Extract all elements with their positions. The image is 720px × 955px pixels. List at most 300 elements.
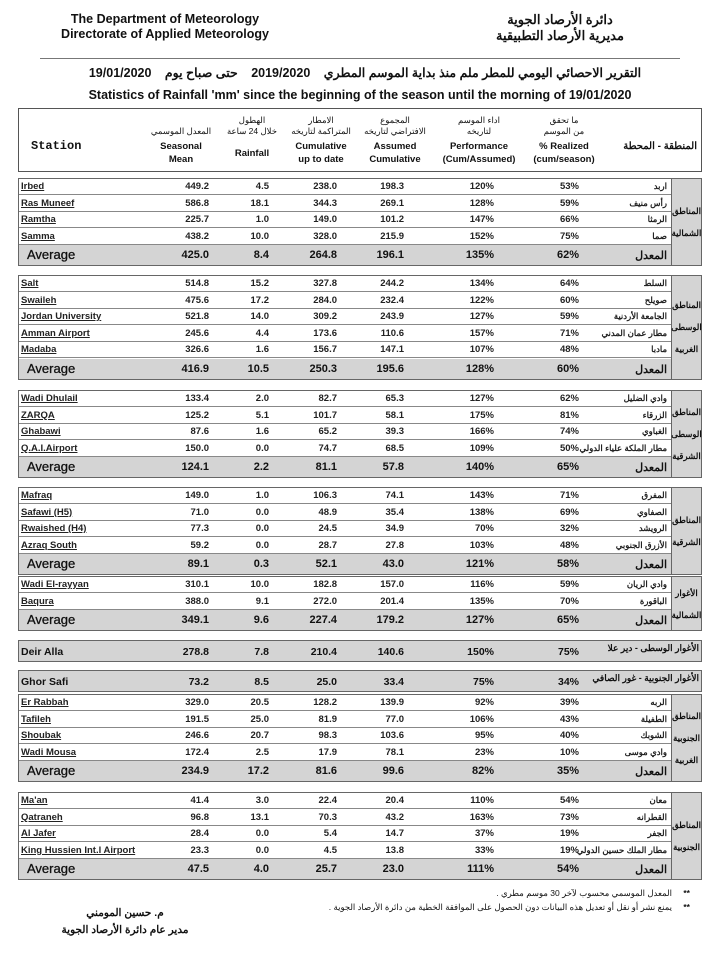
cell-real: 71% (559, 327, 579, 339)
average-real: 54% (556, 863, 579, 875)
region-label-line: الشمالية (671, 609, 702, 620)
cell-real: 10% (559, 746, 579, 758)
average-perf: 127% (465, 614, 494, 626)
station-name-ar: القطرانه (636, 811, 667, 822)
average-label: Average (27, 556, 76, 571)
footnote-copyright: ** يمنع نشر أو نقل أو تعديل هذه البيانات دون الحصول على الموافقة الخطية من دائرة الأرصاد الجوية . (290, 900, 690, 914)
average-assumed: 57.8 (382, 461, 404, 473)
cell-mean: 310.1 (185, 579, 209, 590)
title-ar-season: 2019/2020 (251, 66, 311, 80)
cell-assumed: 139.9 (380, 697, 404, 708)
region-label-line: الشرقية (672, 451, 701, 461)
cell-cum: 101.7 (313, 409, 337, 421)
station-name: Azraq South (21, 539, 77, 551)
region-label-line: المناطق (672, 300, 701, 311)
cell-real: 54% (559, 795, 579, 806)
average-label: Average (27, 459, 76, 474)
cell-perf: 95% (474, 730, 494, 741)
average-cum: 81.6 (315, 765, 337, 777)
cell-assumed: 78.1 (385, 746, 404, 758)
cell-assumed: 68.5 (385, 442, 404, 454)
station-name: Wadi Dhulail (21, 393, 78, 404)
cell-mean: 41.4 (190, 795, 209, 806)
org-name-en: The Department of Meteorology (70, 12, 260, 26)
cell-mean: 71.0 (190, 506, 209, 518)
cell-assumed: 232.4 (380, 294, 404, 306)
region-label-line: الشرقية (672, 537, 701, 547)
cell-assumed: 77.0 (385, 713, 404, 725)
cell-assumed: 215.9 (380, 230, 404, 242)
cell-real: 48% (559, 344, 579, 355)
col-cumulative-ar2: المتراكمة لتاريخه (291, 126, 351, 136)
cell-real: 48% (559, 539, 579, 551)
region-label-line: المناطق (672, 820, 701, 830)
column-header (18, 108, 702, 172)
table-row (19, 826, 671, 842)
cell-rain: 1.6 (255, 426, 269, 437)
cell-mean: 514.8 (185, 278, 209, 289)
station-name-ar: صما (652, 230, 667, 241)
cell-perf: 37% (474, 828, 494, 839)
cell-perf: 147% (469, 214, 494, 225)
title-ar-text: التقرير الاحصائي اليومي للمطر ملم منذ بداية الموسم المطري (323, 66, 642, 80)
col-realized-ar2: من الموسم (543, 126, 585, 136)
cell-perf: 134% (469, 278, 494, 289)
cell-mean: 59.2 (190, 539, 209, 551)
title-ar-until: حتى صباح يوم (164, 66, 238, 80)
cell-real: 81% (559, 409, 579, 421)
cell-rain: 4.4 (255, 327, 269, 339)
cell-cum: 106.3 (313, 490, 337, 501)
station-name: Ma'an (21, 795, 48, 806)
average-perf: 82% (471, 765, 494, 777)
average-cum: 250.3 (309, 362, 337, 375)
table-row (19, 728, 671, 744)
cell-mean: 28.4 (190, 828, 209, 839)
station-name: Jordan University (21, 311, 102, 322)
cell-cum: 22.4 (318, 795, 337, 806)
station-name: Wadi El-rayyan (21, 579, 89, 590)
cell-cum: 284.0 (313, 294, 337, 306)
col-assumed-en1: Assumed (373, 141, 417, 152)
table-row (19, 505, 671, 521)
cell-perf: 128% (469, 197, 494, 209)
region-group (18, 576, 702, 631)
region-label-ar (671, 276, 701, 379)
cell-assumed: 58.1 (385, 409, 404, 421)
cell-perf: 157% (469, 327, 494, 339)
cell-real: 32% (559, 523, 579, 534)
average-assumed: 99.6 (382, 765, 404, 777)
report-title-en: Statistics of Rainfall 'mm' since the beginning of the season until the morning of 19/01/2020 (88, 88, 632, 102)
col-performance (429, 109, 529, 171)
col-rainfall (217, 109, 287, 171)
station-name: Ghor Safi (21, 676, 69, 688)
average-perf: 135% (465, 249, 494, 261)
signature-name: م. حسين المومني (86, 907, 164, 919)
table-row (19, 309, 671, 325)
title-ar-date: 19/01/2020 (88, 66, 152, 80)
cell-mean: 388.0 (185, 595, 209, 607)
region-label-ar (671, 488, 701, 574)
cell-rain: 10.0 (250, 579, 269, 590)
station-name-ar: الأزرق الجنوبي (615, 539, 667, 550)
single-station-row (18, 640, 702, 662)
station-name: Samma (21, 230, 55, 242)
station-name-ar: السلط (643, 278, 667, 288)
average-assumed: 23.0 (382, 863, 404, 875)
cell-assumed: 101.2 (380, 214, 404, 225)
table-row (19, 594, 671, 610)
cell-cum: 48.9 (318, 506, 337, 518)
cell-cum: 65.2 (318, 426, 337, 437)
col-performance-en2: (Cum/Assumed) (442, 154, 516, 165)
cell-rain: 2.5 (255, 746, 269, 758)
station-name: Q.A.I.Airport (21, 442, 78, 454)
cell-assumed: 269.1 (380, 197, 404, 209)
cell-cum: 182.8 (313, 579, 337, 590)
cell-rain: 10.0 (250, 230, 269, 242)
cell-cum: 17.9 (318, 746, 337, 758)
col-region-station-ar: المنطقة - المحطة (623, 141, 697, 152)
average-mean: 124.1 (181, 461, 209, 473)
average-real: 65% (556, 614, 579, 626)
cell-cum: 149.0 (313, 214, 337, 225)
station-name-ar: الصفاوي (637, 506, 667, 517)
average-label-ar: المعدل (635, 864, 667, 876)
cell-mean: 246.6 (185, 730, 209, 741)
cell-real: 73% (559, 811, 579, 823)
region-group (18, 275, 702, 380)
cell-rain: 7.8 (254, 646, 269, 658)
cell-perf: 106% (469, 713, 494, 725)
cell-rain: 13.1 (250, 811, 269, 823)
cell-real: 64% (559, 278, 579, 289)
cell-assumed: 243.9 (380, 311, 404, 322)
cell-mean: 438.2 (185, 230, 209, 242)
cell-real: 74% (559, 426, 579, 437)
col-realized-en2: (cum/season) (533, 154, 595, 165)
cell-real: 40% (559, 730, 579, 741)
cell-perf: 135% (469, 595, 494, 607)
average-label: Average (27, 763, 76, 778)
station-name-ar: الطفيلة (640, 713, 667, 724)
cell-real: 19% (559, 828, 579, 839)
cell-perf: 122% (469, 294, 494, 306)
station-name: Rwaished (H4) (21, 523, 87, 534)
cell-perf: 75% (472, 676, 494, 688)
average-rain: 10.5 (247, 362, 269, 375)
cell-assumed: 20.4 (385, 795, 404, 806)
region-label-line: المناطق (672, 711, 701, 721)
cell-perf: 150% (467, 646, 494, 658)
cell-real: 59% (559, 579, 579, 590)
cell-assumed: 39.3 (385, 426, 404, 437)
cell-perf: 103% (469, 539, 494, 551)
report-title-ar (40, 65, 680, 81)
col-rainfall-en1: Rainfall (234, 148, 270, 159)
region-label-ar (671, 695, 701, 781)
station-name-ar: وادي موسى (624, 746, 667, 757)
cell-mean: 225.7 (185, 214, 209, 225)
average-rain: 4.0 (253, 863, 269, 875)
cell-mean: 521.8 (185, 311, 209, 322)
cell-cum: 98.3 (318, 730, 337, 741)
cell-perf: 33% (474, 844, 494, 856)
average-label: Average (27, 247, 76, 262)
table-row (19, 212, 671, 228)
station-name-ar: الباقورة (639, 595, 667, 606)
average-perf: 111% (467, 863, 494, 875)
col-realized (519, 109, 609, 171)
table-row (19, 538, 671, 554)
cell-perf: 163% (469, 811, 494, 823)
average-row (19, 761, 671, 781)
cell-assumed: 157.0 (380, 579, 404, 590)
cell-assumed: 33.4 (383, 676, 404, 688)
station-name-ar: الربه (650, 697, 667, 707)
average-mean: 349.1 (181, 614, 209, 626)
cell-rain: 1.6 (255, 344, 269, 355)
station-name: Wadi Mousa (21, 746, 77, 758)
header-divider (40, 58, 680, 59)
header-ar (440, 12, 680, 44)
cell-perf: 143% (469, 490, 494, 501)
table-row (19, 745, 671, 761)
cell-mean: 278.8 (182, 646, 209, 658)
directorate-name-en: Directorate of Applied Meteorology (61, 27, 269, 41)
average-real: 60% (556, 362, 579, 375)
cell-perf: 116% (470, 579, 494, 590)
average-cum: 264.8 (309, 249, 337, 261)
average-label: Average (27, 360, 76, 376)
directorate-name-ar: مديرية الأرصاد التطبيقية (496, 28, 624, 43)
station-name-ar: الزرقاء (642, 409, 667, 420)
average-rain: 9.6 (253, 614, 269, 626)
cell-real: 70% (559, 595, 579, 607)
table-row (19, 843, 671, 859)
station-name: Ras Muneef (21, 197, 75, 209)
cell-mean: 23.3 (190, 844, 209, 856)
col-cumulative-en1: Cumulative (295, 141, 347, 152)
col-performance-ar2: لتاريخه (466, 126, 492, 136)
average-real: 62% (556, 249, 579, 261)
cell-perf: 109% (469, 442, 494, 454)
average-perf: 128% (465, 362, 494, 375)
region-group (18, 390, 702, 478)
table-row (19, 441, 671, 457)
table-row (19, 276, 671, 292)
cell-mean: 191.5 (185, 713, 209, 725)
table-row (19, 179, 671, 195)
average-row (19, 245, 671, 265)
station-name-ar: الجامعة الأردنية (613, 311, 667, 321)
cell-cum: 344.3 (313, 197, 337, 209)
cell-real: 34% (557, 676, 579, 688)
cell-mean: 149.0 (185, 490, 209, 501)
cell-assumed: 110.6 (380, 327, 404, 339)
cell-rain: 15.2 (250, 278, 269, 289)
station-name: Shoubak (21, 730, 62, 741)
average-assumed: 43.0 (382, 558, 404, 570)
average-rain: 8.4 (253, 249, 269, 261)
region-label-line: الغربية (674, 755, 699, 765)
cell-cum: 25.0 (316, 676, 337, 688)
region-label-line: المناطق (672, 407, 701, 417)
cell-real: 75% (557, 646, 579, 658)
average-label: Average (27, 861, 76, 876)
average-row (19, 859, 671, 879)
region-label-ar (671, 391, 701, 477)
table-row (19, 391, 671, 407)
cell-assumed: 244.2 (380, 278, 404, 289)
cell-rain: 8.5 (254, 676, 269, 688)
station-name: Baqura (21, 595, 54, 607)
region-label-ar (671, 577, 701, 630)
average-cum: 25.7 (315, 863, 337, 875)
cell-perf: 92% (474, 697, 494, 708)
region-label-line: الوسطى (671, 429, 702, 439)
cell-real: 39% (559, 697, 579, 708)
region-station-ar: الأغوار الوسطى - دير علا (607, 643, 699, 653)
average-real: 65% (556, 461, 579, 473)
cell-cum: 173.6 (313, 327, 337, 339)
station-name: Madaba (21, 344, 57, 355)
cell-rain: 20.5 (250, 697, 269, 708)
cell-assumed: 35.4 (385, 506, 404, 518)
region-group (18, 694, 702, 782)
cell-mean: 449.2 (185, 181, 209, 192)
station-name-ar: الشوبك (640, 730, 667, 740)
cell-rain: 25.0 (250, 713, 269, 725)
station-name: Ghabawi (21, 426, 61, 437)
table-row (19, 695, 671, 711)
cell-mean: 245.6 (185, 327, 209, 339)
cell-rain: 18.1 (250, 197, 269, 209)
average-label: Average (27, 612, 76, 627)
cell-cum: 156.7 (313, 344, 337, 355)
cell-real: 59% (559, 197, 579, 209)
station-name-ar: مطار الملك حسين الدولي (576, 844, 667, 855)
cell-perf: 107% (469, 344, 494, 355)
cell-mean: 475.6 (185, 294, 209, 306)
cell-cum: 327.8 (313, 278, 337, 289)
average-real: 35% (556, 765, 579, 777)
average-mean: 416.9 (181, 362, 209, 375)
region-label-line: الشمالية (671, 228, 702, 238)
col-assumed-en2: Cumulative (369, 154, 421, 165)
cell-assumed: 198.3 (380, 181, 404, 192)
station-name: Er Rabbah (21, 697, 69, 708)
station-name: Safawi (H5) (21, 506, 73, 518)
cell-cum: 238.0 (313, 181, 337, 192)
station-name: Qatraneh (21, 811, 63, 823)
average-rain: 17.2 (247, 765, 269, 777)
average-mean: 89.1 (187, 558, 209, 570)
signature-block (30, 905, 220, 939)
col-cumulative-ar1: الامطار (308, 115, 334, 125)
cell-mean: 87.6 (190, 426, 209, 437)
cell-perf: 127% (469, 311, 494, 322)
cell-rain: 3.0 (255, 795, 269, 806)
cell-assumed: 103.6 (380, 730, 404, 741)
average-label-ar: المعدل (635, 250, 667, 262)
region-label-line: الغربية (674, 344, 699, 355)
average-perf: 121% (465, 558, 494, 570)
station-name-ar: مطار الملكة علياء الدولي (579, 442, 667, 453)
average-label-ar: المعدل (635, 363, 667, 376)
cell-real: 19% (559, 844, 579, 856)
station-name-ar: الجفر (647, 828, 667, 838)
station-name-ar: الغباوي (642, 426, 667, 436)
station-name-ar: مطار عمان المدني (601, 327, 667, 338)
station-name-ar: معان (649, 795, 667, 805)
col-assumed-ar1: المجموع (380, 115, 410, 125)
table-row (19, 229, 671, 245)
cell-cum: 5.4 (323, 828, 337, 839)
cell-rain: 0.0 (255, 442, 269, 454)
cell-rain: 14.0 (250, 311, 269, 322)
region-label-line: المناطق (672, 206, 701, 216)
cell-rain: 1.0 (255, 214, 269, 225)
table-row (19, 196, 671, 212)
col-realized-ar1: ما تحقق (549, 115, 579, 125)
table-row (19, 488, 671, 504)
table-row (19, 408, 671, 424)
col-seasonal-mean-en1: Seasonal (160, 141, 202, 152)
average-assumed: 196.1 (376, 249, 404, 261)
station-name-ar: اربد (653, 181, 667, 191)
cell-cum: 4.5 (323, 844, 337, 856)
cell-rain: 1.0 (255, 490, 269, 501)
table-row (19, 342, 671, 358)
average-label-ar: المعدل (635, 559, 667, 571)
cell-perf: 175% (469, 409, 494, 421)
cell-real: 66% (559, 214, 579, 225)
col-cumulative-en2: up to date (298, 154, 344, 165)
col-rainfall-ar1: الهطول (238, 115, 266, 125)
cell-rain: 20.7 (250, 730, 269, 741)
cell-perf: 166% (469, 426, 494, 437)
table-row (19, 810, 671, 826)
col-assumed (355, 109, 435, 171)
col-seasonal-mean (141, 109, 221, 171)
average-mean: 425.0 (181, 249, 209, 261)
average-row (19, 457, 671, 477)
cell-rain: 9.1 (255, 595, 269, 607)
region-group (18, 792, 702, 880)
cell-rain: 0.0 (255, 523, 269, 534)
region-group (18, 178, 702, 266)
cell-assumed: 34.9 (385, 523, 404, 534)
station-name: Swaileh (21, 294, 57, 306)
station-name: Ramtha (21, 214, 56, 225)
region-label-line: الجنوبية (673, 733, 700, 743)
cell-assumed: 14.7 (385, 828, 404, 839)
table-row (19, 712, 671, 728)
cell-real: 43% (559, 713, 579, 725)
cell-mean: 326.6 (185, 344, 209, 355)
cell-rain: 0.0 (255, 828, 269, 839)
table-row (19, 293, 671, 309)
average-label-ar: المعدل (635, 615, 667, 627)
cell-mean: 150.0 (185, 442, 209, 454)
org-name-ar: دائرة الأرصاد الجوية (507, 12, 613, 27)
cell-perf: 120% (469, 181, 494, 192)
station-name: Salt (21, 278, 39, 289)
average-mean: 47.5 (187, 863, 209, 875)
cell-rain: 0.0 (255, 539, 269, 551)
